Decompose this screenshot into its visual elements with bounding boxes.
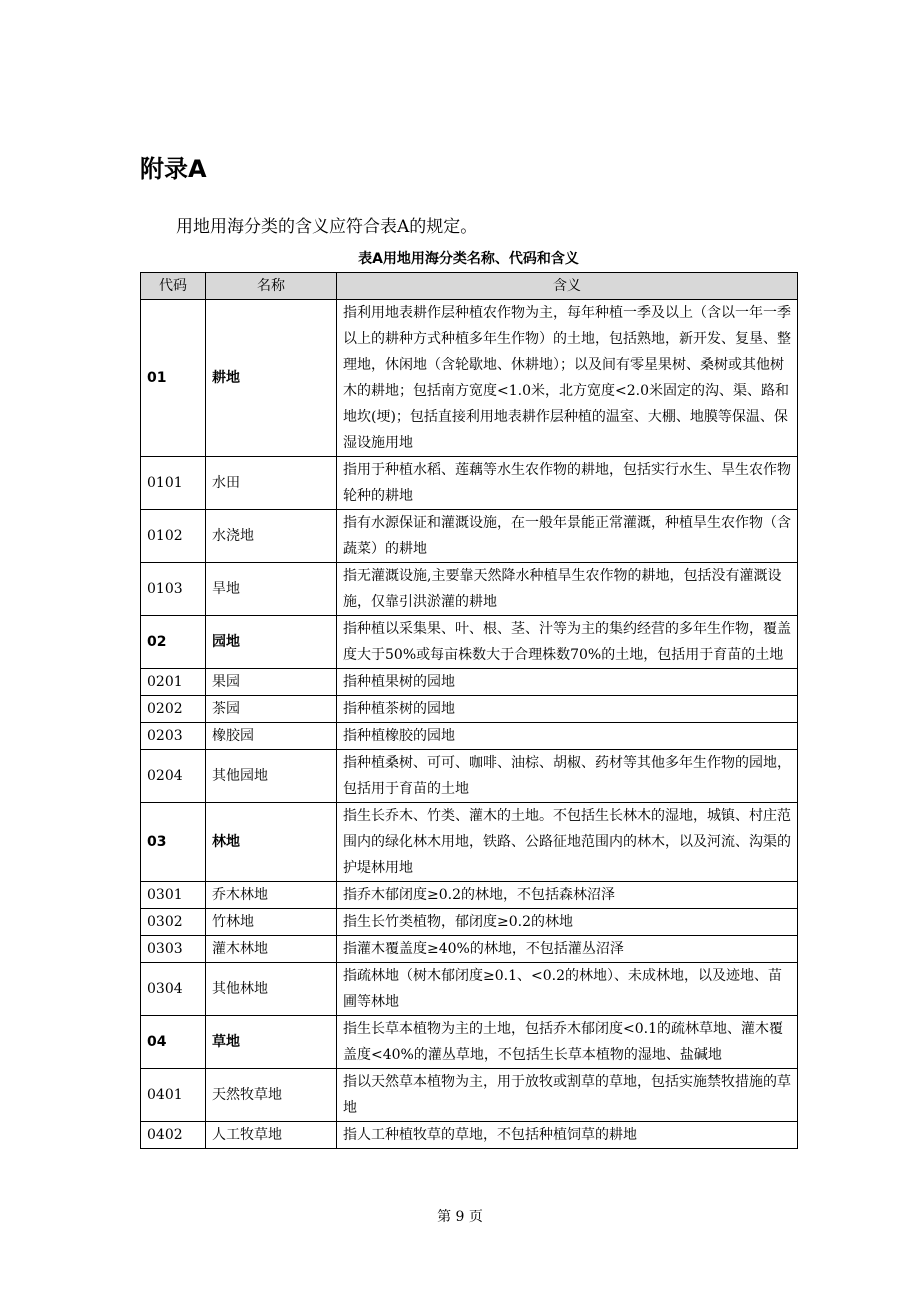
name-cell: 灌木林地 — [206, 936, 337, 963]
meaning-cell: 指利用地表耕作层种植农作物为主，每年种植一季及以上（含以一年一季以上的耕种方式种植多年生作物）的土地，包括熟地，新开发、复垦、整理地，休闲地（含轮歇地、休耕地）；以及间有零星果树、桑树或其他树木的耕地；包括南方宽度<1.0米，北方宽度<2.0米固定的沟、渠、路和地坎(埂)；包括直接利用地表耕作层种植的温室、大棚、地膜等保温、保湿设施用地 — [337, 300, 798, 457]
name-cell: 人工牧草地 — [206, 1122, 337, 1149]
code-cell: 0302 — [141, 909, 206, 936]
table-row — [141, 882, 798, 909]
code-cell: 0101 — [141, 457, 206, 510]
column-header-meaning: 含义 — [337, 273, 798, 300]
meaning-cell: 指种植果树的园地 — [337, 669, 798, 696]
intro-paragraph: 用地用海分类的含义应符合表A的规定。 — [176, 217, 478, 237]
meaning-cell: 指以天然草本植物为主，用于放牧或割草的草地，包括实施禁牧措施的草地 — [337, 1069, 798, 1122]
code-cell: 0203 — [141, 723, 206, 750]
code-cell: 0402 — [141, 1122, 206, 1149]
code-cell: 0202 — [141, 696, 206, 723]
meaning-cell: 指种植橡胶的园地 — [337, 723, 798, 750]
table-row — [141, 963, 798, 1016]
table-row — [141, 936, 798, 963]
code-cell: 04 — [141, 1016, 206, 1069]
code-cell: 0401 — [141, 1069, 206, 1122]
classification-table — [140, 272, 798, 1149]
table-caption: 表A用地用海分类名称、代码和含义 — [358, 251, 579, 267]
table-row — [141, 300, 798, 457]
name-cell: 橡胶园 — [206, 723, 337, 750]
name-cell: 其他园地 — [206, 750, 337, 803]
table-row — [141, 909, 798, 936]
code-cell: 0304 — [141, 963, 206, 1016]
table-header-row — [141, 273, 798, 300]
table-row — [141, 457, 798, 510]
table-row — [141, 803, 798, 882]
table-row — [141, 563, 798, 616]
meaning-cell: 指有水源保证和灌溉设施，在一般年景能正常灌溉，种植旱生农作物（含蔬菜）的耕地 — [337, 510, 798, 563]
table-row — [141, 510, 798, 563]
meaning-cell: 指种植茶树的园地 — [337, 696, 798, 723]
table-row — [141, 1069, 798, 1122]
name-cell: 竹林地 — [206, 909, 337, 936]
page-number: 第 9 页 — [437, 1209, 483, 1225]
name-cell: 草地 — [206, 1016, 337, 1069]
meaning-cell: 指生长竹类植物，郁闭度≥0.2的林地 — [337, 909, 798, 936]
name-cell: 茶园 — [206, 696, 337, 723]
meaning-cell: 指疏林地（树木郁闭度≥0.1、<0.2的林地）、未成林地，以及迹地、苗圃等林地 — [337, 963, 798, 1016]
code-cell: 03 — [141, 803, 206, 882]
page-title: 附录A — [140, 155, 207, 183]
meaning-cell: 指种植以采集果、叶、根、茎、汁等为主的集约经营的多年生作物，覆盖度大于50%或每亩株数大于合理株数70%的土地，包括用于育苗的土地 — [337, 616, 798, 669]
table-row — [141, 723, 798, 750]
code-cell: 0103 — [141, 563, 206, 616]
name-cell: 耕地 — [206, 300, 337, 457]
code-cell: 0201 — [141, 669, 206, 696]
meaning-cell: 指乔木郁闭度≥0.2的林地，不包括森林沼泽 — [337, 882, 798, 909]
name-cell: 旱地 — [206, 563, 337, 616]
meaning-cell: 指无灌溉设施,主要靠天然降水种植旱生农作物的耕地，包括没有灌溉设施，仅靠引洪淤灌的耕地 — [337, 563, 798, 616]
name-cell: 果园 — [206, 669, 337, 696]
table-row — [141, 750, 798, 803]
name-cell: 水田 — [206, 457, 337, 510]
code-cell: 01 — [141, 300, 206, 457]
code-cell: 0204 — [141, 750, 206, 803]
table-row — [141, 1122, 798, 1149]
name-cell: 水浇地 — [206, 510, 337, 563]
code-cell: 0102 — [141, 510, 206, 563]
name-cell: 林地 — [206, 803, 337, 882]
table-row — [141, 696, 798, 723]
table-body — [141, 300, 798, 1149]
name-cell: 天然牧草地 — [206, 1069, 337, 1122]
table-row — [141, 1016, 798, 1069]
name-cell: 其他林地 — [206, 963, 337, 1016]
name-cell: 乔木林地 — [206, 882, 337, 909]
meaning-cell: 指生长草本植物为主的土地，包括乔木郁闭度<0.1的疏林草地、灌木覆盖度<40%的灌丛草地，不包括生长草本植物的湿地、盐碱地 — [337, 1016, 798, 1069]
code-cell: 0303 — [141, 936, 206, 963]
meaning-cell: 指用于种植水稻、莲藕等水生农作物的耕地，包括实行水生、旱生农作物轮种的耕地 — [337, 457, 798, 510]
column-header-code: 代码 — [141, 273, 206, 300]
meaning-cell: 指人工种植牧草的草地，不包括种植饲草的耕地 — [337, 1122, 798, 1149]
column-header-name: 名称 — [206, 273, 337, 300]
meaning-cell: 指生长乔木、竹类、灌木的土地。不包括生长林木的湿地，城镇、村庄范围内的绿化林木用地，铁路、公路征地范围内的林木，以及河流、沟渠的护堤林用地 — [337, 803, 798, 882]
name-cell: 园地 — [206, 616, 337, 669]
meaning-cell: 指灌木覆盖度≥40%的林地，不包括灌丛沼泽 — [337, 936, 798, 963]
meaning-cell: 指种植桑树、可可、咖啡、油棕、胡椒、药材等其他多年生作物的园地，包括用于育苗的土地 — [337, 750, 798, 803]
table-row — [141, 616, 798, 669]
code-cell: 0301 — [141, 882, 206, 909]
table-header — [141, 273, 798, 300]
code-cell: 02 — [141, 616, 206, 669]
table-row — [141, 669, 798, 696]
